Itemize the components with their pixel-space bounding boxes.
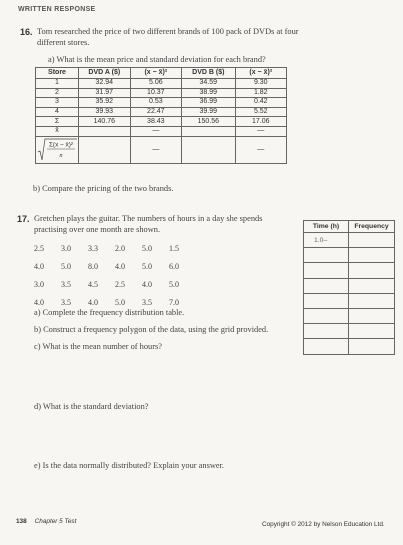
table-cell: 1 — [36, 79, 79, 89]
time-interval-cell[interactable] — [304, 324, 349, 339]
table-cell: 1.82 — [235, 88, 286, 98]
question-17-text — [34, 213, 262, 235]
column-header-dev-a: (x − x̄)² — [130, 68, 181, 79]
table-cell: — — [235, 126, 286, 136]
table-row — [304, 248, 395, 263]
table-cell: 22.47 — [130, 107, 181, 117]
table-cell: 9.30 — [235, 79, 286, 89]
data-value: 1.5 — [169, 244, 179, 253]
data-value: 6.0 — [169, 262, 179, 271]
table-row — [304, 278, 395, 293]
table-cell: 38.43 — [130, 117, 181, 127]
frequency-cell[interactable] — [349, 248, 395, 263]
data-value: 5.0 — [61, 262, 71, 271]
table-row — [304, 233, 395, 248]
table-row — [304, 308, 395, 323]
data-value: 3.0 — [61, 244, 71, 253]
column-header-dvd-b: DVD B ($) — [182, 68, 236, 79]
question-17-part-e: e) Is the data normally distributed? Explain your answer. — [34, 461, 225, 470]
table-row — [36, 98, 287, 108]
table-cell: 5.52 — [235, 107, 286, 117]
frequency-cell[interactable] — [349, 324, 395, 339]
time-interval-cell[interactable] — [304, 339, 349, 354]
frequency-cell[interactable] — [349, 308, 395, 323]
column-header-dev-b: (x − x̄)² — [235, 68, 286, 79]
copyright-notice: Copyright © 2012 by Nelson Education Ltd. — [262, 521, 385, 528]
frequency-cell[interactable] — [349, 339, 395, 354]
data-value: 4.0 — [88, 298, 98, 307]
question-17-line-2: practising over one month are shown. — [34, 225, 161, 234]
frequency-cell[interactable] — [349, 278, 395, 293]
std-dev-formula-cell — [36, 136, 79, 163]
table-row-std-dev — [36, 136, 287, 163]
data-value: 2.0 — [115, 244, 125, 253]
frequency-cell[interactable] — [349, 233, 395, 248]
question-16-text — [37, 26, 299, 48]
table-cell: Σ — [36, 117, 79, 127]
question-17-part-d: d) What is the standard deviation? — [34, 402, 149, 411]
table-cell: 3 — [36, 98, 79, 108]
question-16-line-1: Tom researched the price of two different brands of 100 pack of DVDs at four — [37, 27, 299, 36]
frequency-table — [303, 220, 395, 355]
table-cell: — — [235, 136, 286, 163]
table-cell: x̄ — [36, 126, 79, 136]
table-cell: — — [130, 126, 181, 136]
table-row-sum — [36, 117, 287, 127]
question-16-part-b: b) Compare the pricing of the two brands. — [33, 184, 174, 193]
table-header-row — [36, 68, 287, 79]
table-row — [36, 88, 287, 98]
table-cell: 4 — [36, 107, 79, 117]
table-cell: 32.94 — [79, 79, 131, 89]
question-17-number: 17. — [17, 214, 30, 224]
data-value: 3.0 — [34, 280, 44, 289]
data-value: 5.0 — [142, 244, 152, 253]
table-cell: 0.42 — [235, 98, 286, 108]
table-cell: 39.99 — [182, 107, 236, 117]
data-value: 5.0 — [169, 280, 179, 289]
data-value: 4.0 — [34, 298, 44, 307]
column-header-time: Time (h) — [304, 221, 349, 233]
dvd-price-table — [35, 67, 287, 164]
table-row — [304, 263, 395, 278]
question-17-part-b: b) Construct a frequency polygon of the data, using the grid provided. — [34, 325, 269, 334]
data-value: 4.0 — [115, 262, 125, 271]
table-cell: 17.06 — [235, 117, 286, 127]
time-interval-cell[interactable] — [304, 263, 349, 278]
table-cell — [79, 126, 131, 136]
data-value: 5.0 — [115, 298, 125, 307]
table-row-mean — [36, 126, 287, 136]
time-interval-cell[interactable] — [304, 293, 349, 308]
question-17-part-a: a) Complete the frequency distribution table. — [34, 308, 185, 317]
table-cell: 39.93 — [79, 107, 131, 117]
hours-data-set — [34, 244, 196, 316]
time-interval-cell[interactable] — [304, 308, 349, 323]
data-row — [34, 244, 196, 262]
table-cell: 34.59 — [182, 79, 236, 89]
data-value: 7.0 — [169, 298, 179, 307]
data-row — [34, 280, 196, 298]
table-cell: 31.97 — [79, 88, 131, 98]
table-cell: 150.56 — [182, 117, 236, 127]
data-value: 2.5 — [34, 244, 44, 253]
table-cell: 35.92 — [79, 98, 131, 108]
question-17-part-c: c) What is the mean number of hours? — [34, 342, 162, 351]
table-row — [36, 107, 287, 117]
data-value: 4.0 — [142, 280, 152, 289]
table-row — [304, 293, 395, 308]
column-header-store: Store — [36, 68, 79, 79]
table-cell: — — [130, 136, 181, 163]
data-value: 5.0 — [142, 262, 152, 271]
std-dev-denominator: n — [59, 151, 63, 159]
table-cell: 2 — [36, 88, 79, 98]
table-cell: 36.99 — [182, 98, 236, 108]
table-row — [304, 339, 395, 354]
time-interval-cell[interactable] — [304, 278, 349, 293]
chapter-label: Chapter 5 Test — [34, 518, 77, 525]
question-16-line-2: different stores. — [37, 38, 90, 47]
time-interval-cell[interactable]: 1.0– — [304, 233, 349, 248]
data-value: 2.5 — [115, 280, 125, 289]
table-row — [36, 79, 287, 89]
table-header-row — [304, 221, 395, 233]
section-header: WRITTEN RESPONSE — [18, 6, 96, 13]
data-value: 8.0 — [88, 262, 98, 271]
frequency-cell[interactable] — [349, 263, 395, 278]
question-16-part-a: a) What is the mean price and standard deviation for each brand? — [48, 55, 266, 64]
table-cell — [182, 126, 236, 136]
data-row — [34, 262, 196, 280]
table-row — [304, 324, 395, 339]
time-interval-cell[interactable] — [304, 248, 349, 263]
table-cell: 10.37 — [130, 88, 181, 98]
column-header-frequency: Frequency — [349, 221, 395, 233]
data-value: 3.5 — [142, 298, 152, 307]
table-cell: 38.99 — [182, 88, 236, 98]
table-cell: 5.06 — [130, 79, 181, 89]
page-footer-left — [16, 518, 76, 525]
std-dev-numerator: Σ(x − x̄)² — [48, 141, 74, 149]
question-17-line-1: Gretchen plays the guitar. The numbers of hours in a day she spends — [34, 214, 263, 223]
table-cell: 140.76 — [79, 117, 131, 127]
data-value: 3.3 — [88, 244, 98, 253]
column-header-dvd-a: DVD A ($) — [79, 68, 131, 79]
data-value: 3.5 — [61, 280, 71, 289]
page-number: 138 — [16, 518, 27, 525]
data-value: 4.0 — [34, 262, 44, 271]
square-root-icon — [36, 137, 78, 163]
table-cell: 0.53 — [130, 98, 181, 108]
data-value: 4.5 — [88, 280, 98, 289]
data-value: 3.5 — [61, 298, 71, 307]
table-cell — [182, 136, 236, 163]
frequency-cell[interactable] — [349, 293, 395, 308]
table-cell — [79, 136, 131, 163]
question-16-number: 16. — [20, 27, 33, 37]
